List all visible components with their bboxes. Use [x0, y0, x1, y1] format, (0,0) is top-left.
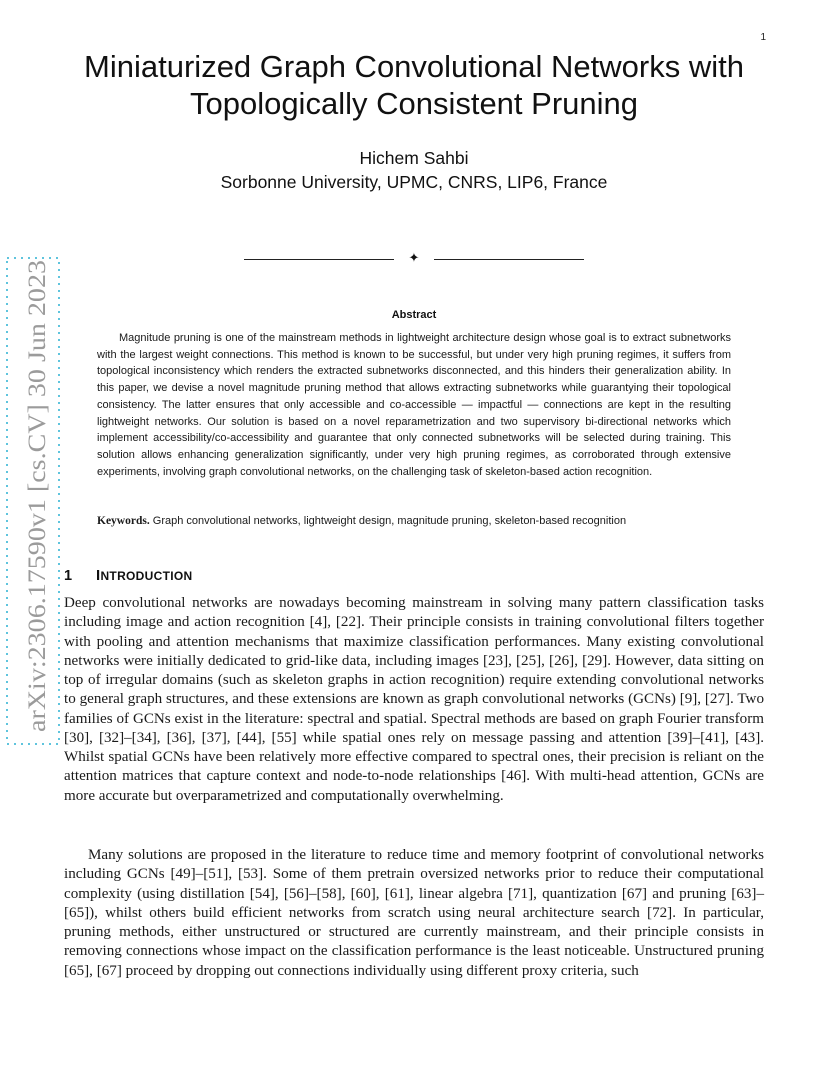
body-paragraph-2: Many solutions are proposed in the literature to reduce time and memory footprint of convolutional networks including GCNs [49]–[51], [53]. Some of them pretrain oversized networks prior to reduce their computational complexity (using distillation [54], [56]–[58], [60], [61], linear algebra [71], quantization [67] and pruning [63]–[65]), whilst others build efficient networks from scratch using neural architecture search [72]. In particular, pruning methods, either unstructured or structured are currently mainstream, and their principle consists in removing connections whose impact on the classification performance is the least noticeable. Unstructured pruning [65], [67] proceed by dropping out connections individually using different proxy criteria, such: [64, 847, 764, 979]
keywords-label: Keywords.: [97, 515, 150, 527]
arxiv-stamp-text: arXiv:2306.17590v1 [cs.CV] 30 Jun 2023: [22, 302, 51, 732]
body-paragraph-1: Deep convolutional networks are nowadays becoming mainstream in solving many pattern classification tasks including image and action recognition [4], [22]. Their principle consists in training convolutional filters together with pooling and attention mechanisms that maximize classification performances. Many existing convolutional networks were initially dedicated to grid-like data, including images [23], [25], [26], [29]. However, data sitting on top of irregular domains (such as skeleton graphs in action recognition) require extending convolutional networks to general graph structures, and these extensions are known as graph convolutional networks (GCNs) [9], [27]. Two families of GCNs exist in the literature: spectral and spatial. Spectral methods are based on graph Fourier transform [30], [32]–[34], [36], [37], [44], [55] while spatial ones rely on message passing and attention [39]–[41], [43]. Whilst spatial GCNs have been relatively more effective compared to spectral ones, their precision is reliant on the attention matrices that capture context and node-to-node relationships [46]. With multi-head attention, GCNs are more accurate but overparametrized and computationally overwhelming.: [64, 595, 764, 804]
section-heading-introduction: [64, 567, 764, 584]
separator-line-left: [244, 259, 394, 260]
keywords: [97, 513, 731, 529]
section-number: 1: [64, 568, 73, 584]
separator-line-right: [434, 259, 584, 260]
abstract-heading: Abstract: [391, 309, 437, 321]
author-name: Hichem Sahbi: [359, 148, 469, 168]
paper-title: Miniaturized Graph Convolutional Networks with Topologically Consistent Pruning: [84, 49, 744, 121]
section-title-initial: I: [96, 567, 101, 584]
section-title-rest: NTRODUCTION: [100, 569, 193, 583]
keywords-text: Graph convolutional networks, lightweight design, magnitude pruning, skeleton-based recognition: [149, 515, 627, 527]
author-block: [64, 146, 764, 194]
abstract-text: Magnitude pruning is one of the mainstream methods in lightweight architecture design whose goal is to extract subnetworks with the largest weight connections. This method is known to be successful, but under very high pruning regimes, it suffers from topological inconsistency which renders the extracted subnetworks disconnected, and this hinders their generalization ability. In this paper, we devise a novel magnitude pruning method that allows extracting subnetworks while guarantying their topological consistency. The latter ensures that only accessible and co-accessible — impactful — connections are kept in the resulting lightweight networks. Our solution is based on a novel reparametrization and two supervisory bi-directional networks which implement accessibility/co-accessibility and guarantee that only connected subnetworks will be selected during training. This solution allows enhancing generalization significantly, under very high pruning regimes, as corroborated through extensive experiments, involving graph convolutional networks, on the challenging task of skeleton-based action recognition.: [97, 332, 731, 478]
title-separator: [244, 250, 584, 270]
page-number: 1: [760, 32, 766, 43]
arxiv-identifier-stamp: [5, 256, 63, 746]
separator-diamond-icon: ✦: [408, 251, 420, 266]
author-affiliation: Sorbonne University, UPMC, CNRS, LIP6, France: [220, 172, 608, 192]
